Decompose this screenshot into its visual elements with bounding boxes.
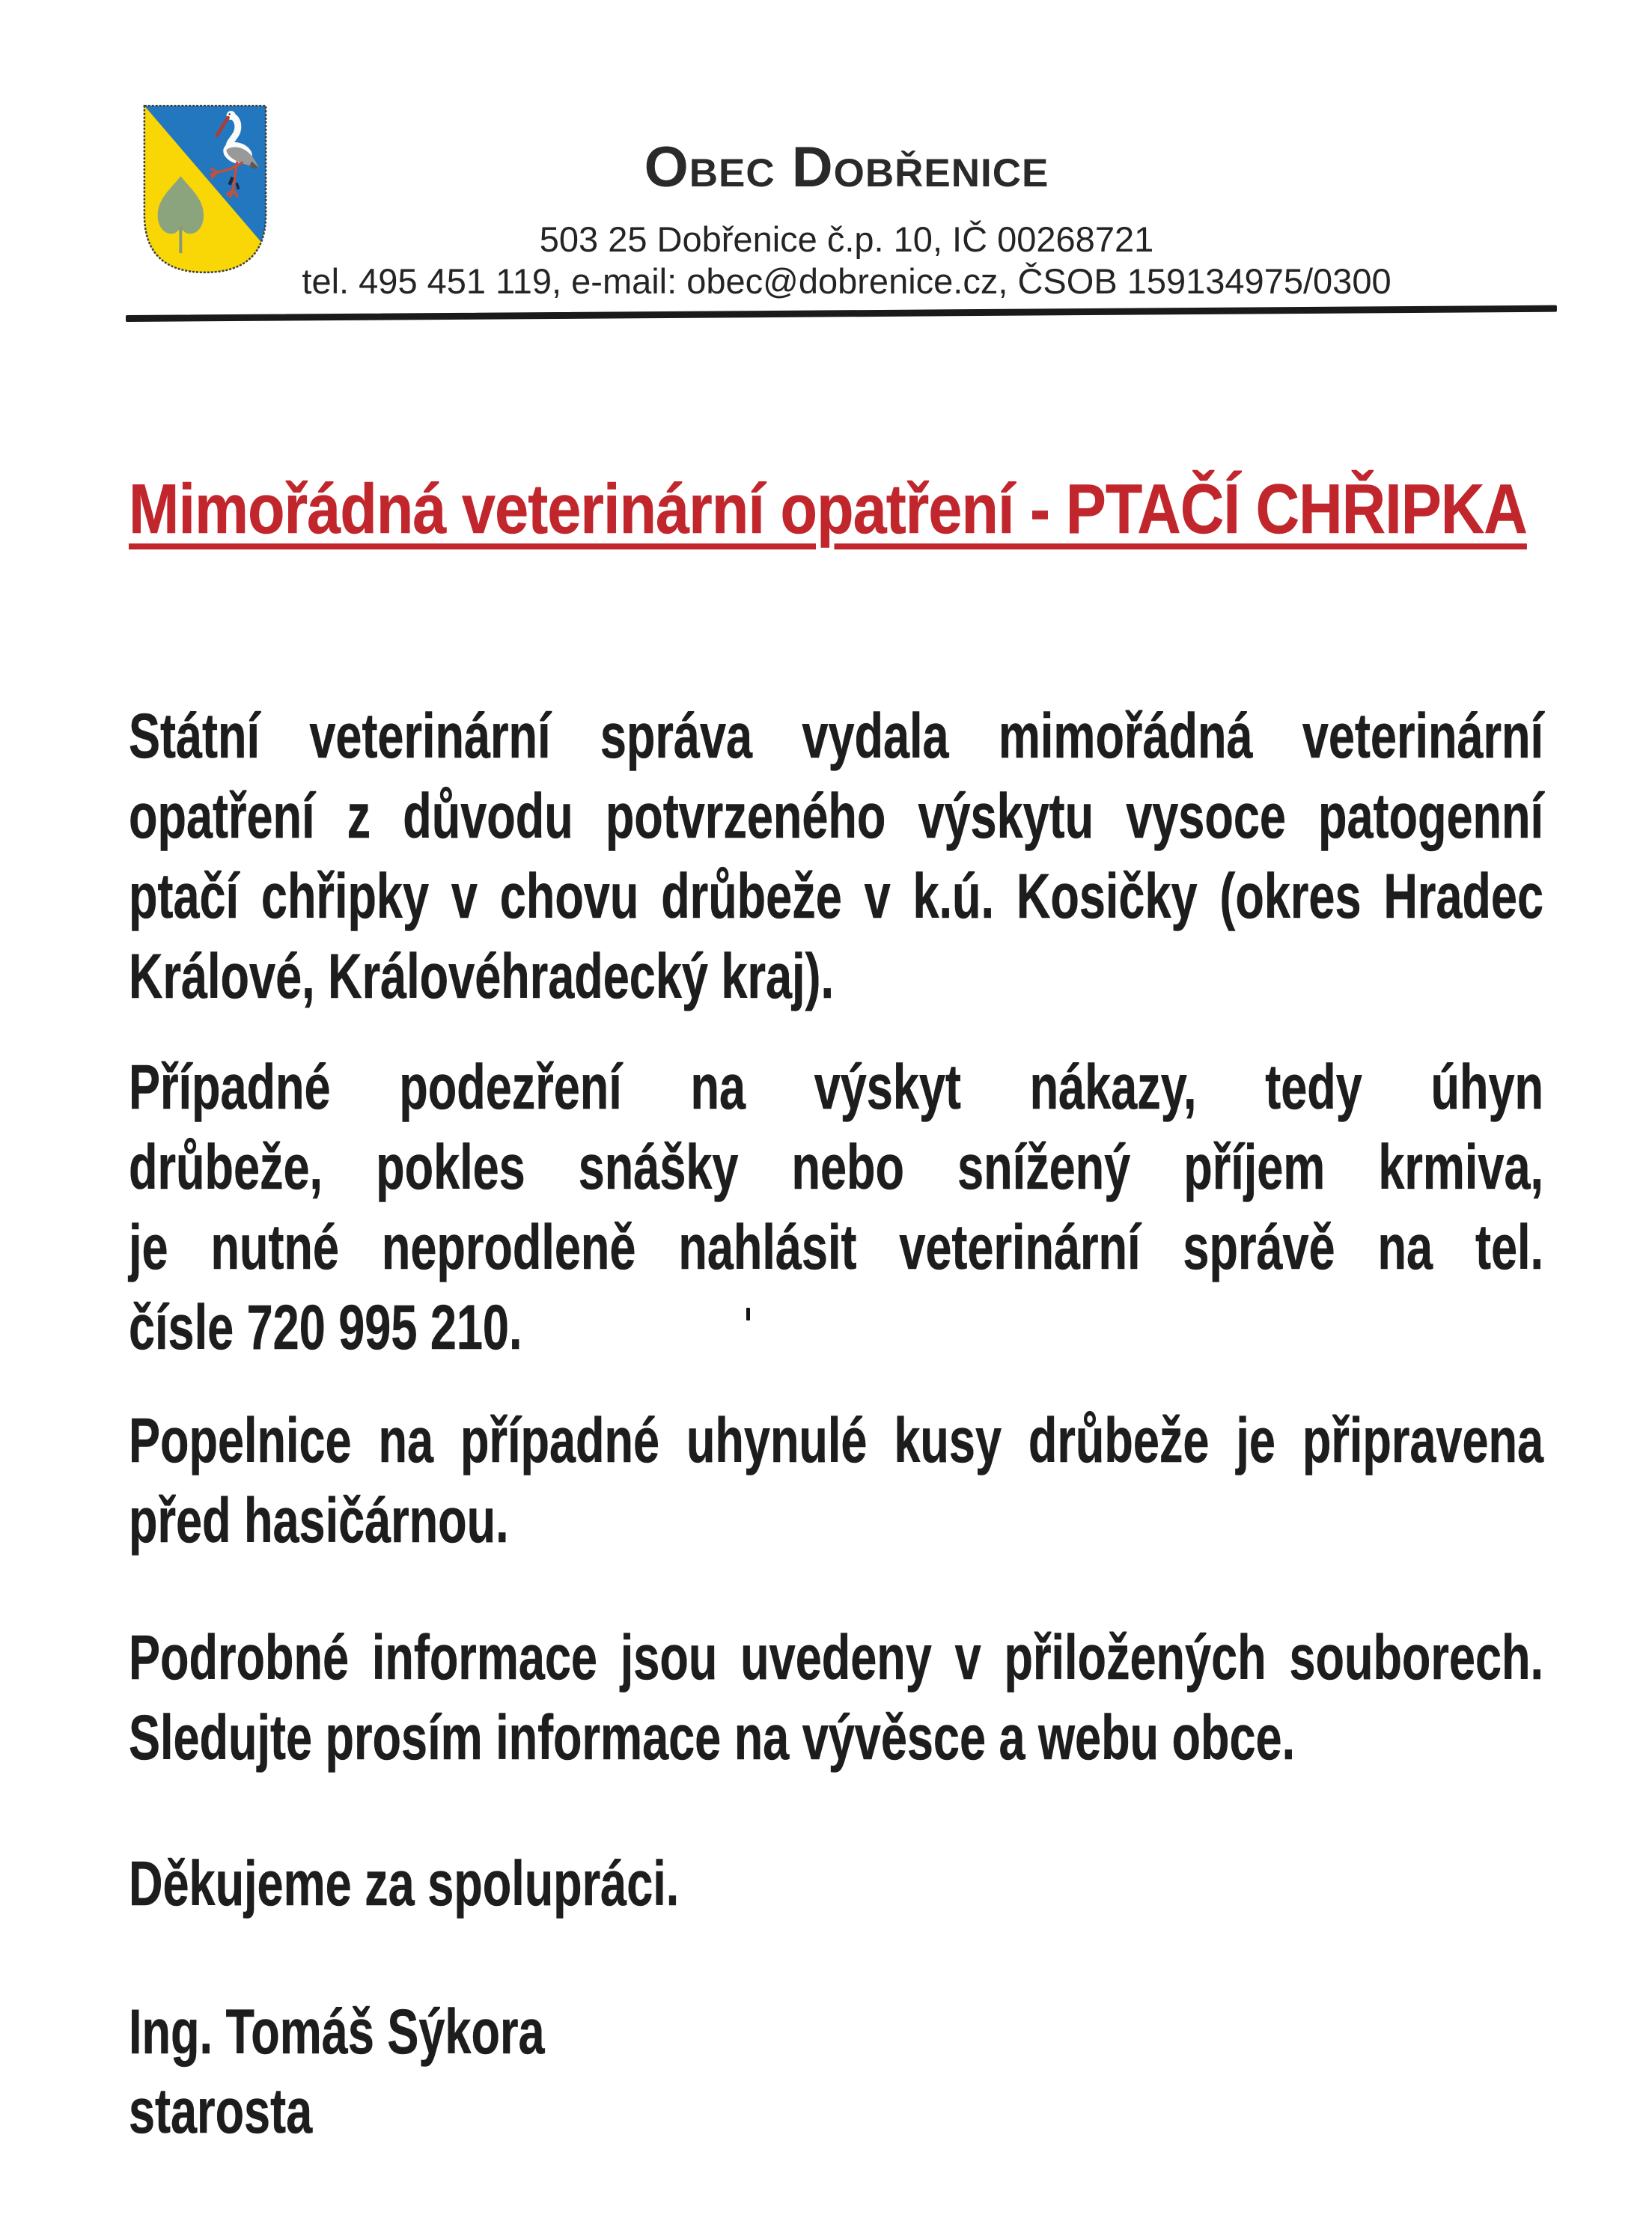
body-line: opatření z důvodu potvrzeného výskytu vysoce patogenní (129, 781, 1543, 851)
notice-title: Mimořádná veterinární opatření - PTAČÍ CHŘIPKA (129, 469, 1527, 548)
body-line: Děkujeme za spolupráci. (129, 1848, 680, 1919)
body-line: čísle 720 995 210. (129, 1292, 522, 1362)
scan-artifact (746, 1308, 750, 1320)
body-line: Popelnice na případné uhynulé kusy drůbeže je připravena (129, 1405, 1543, 1475)
signature-block (129, 1992, 1543, 2151)
body-line: drůbeže, pokles snášky nebo snížený příjem krmiva, (129, 1132, 1543, 1202)
paragraph-reporting (129, 1047, 1543, 1368)
body-line: Státní veterinární správa vydala mimořádná veterinární (129, 701, 1543, 771)
body-line: Podrobné informace jsou uvedeny v přiložených souborech. (129, 1622, 1543, 1693)
body-line: Sledujte prosím informace na vývěsce a webu obce. (129, 1702, 1296, 1773)
signature-role: starosta (129, 2076, 313, 2146)
address-line: 503 25 Dobřenice č.p. 10, IČ 00268721 (539, 219, 1154, 259)
body-line: před hasičárnou. (129, 1485, 509, 1556)
paragraph-thanks (129, 1844, 1543, 1924)
body-line: Králové, Královéhradecký kraj). (129, 941, 834, 1011)
header-divider (126, 305, 1557, 322)
municipality-name: Obec Dobřenice (644, 135, 1049, 199)
body-line: je nutné neprodleně nahlásit veterinární správě na tel. (129, 1212, 1543, 1282)
paragraph-container (129, 1401, 1543, 1561)
body-line: ptačí chřipky v chovu drůbeže v k.ú. Kosičky (okres Hradec (129, 861, 1543, 931)
signature-name: Ing. Tomáš Sýkora (129, 1996, 545, 2067)
contact-line: tel. 495 451 119, e-mail: obec@dobrenice.cz, ČSOB 159134975/0300 (302, 261, 1392, 301)
paragraph-outbreak (129, 696, 1543, 1017)
body-line: Případné podezření na výskyt nákazy, tedy úhyn (129, 1052, 1543, 1122)
paragraph-information (129, 1618, 1543, 1778)
